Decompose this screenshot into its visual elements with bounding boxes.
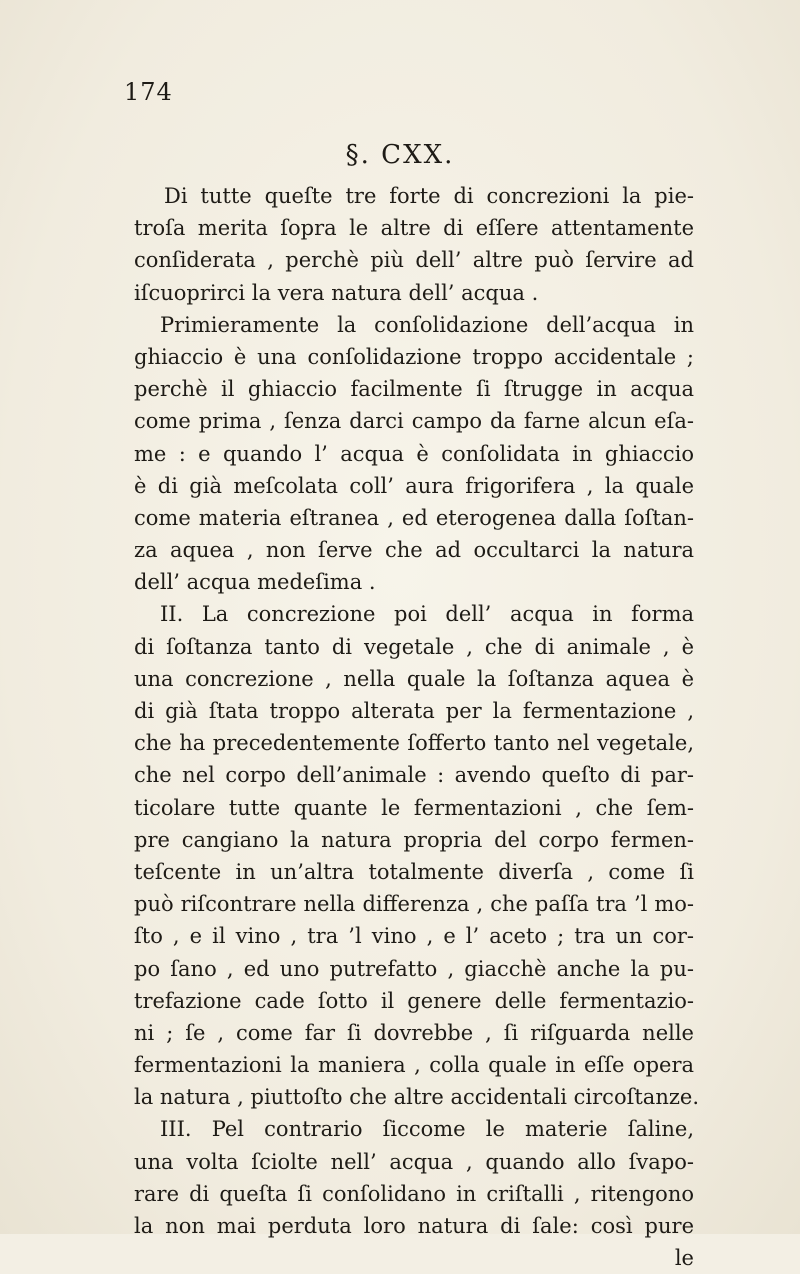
text-line: teſcente in un’altra totalmente diverſa , come ſi (134, 859, 694, 884)
text-line: può riſcontrare nella differenza , che paſſa tra ’l mo- (134, 892, 694, 917)
text-line: pre cangiano la natura propria del corpo fermen- (134, 827, 694, 852)
text-line: rare di queſta ſi conſolidano in criſtalli , ritengono (134, 1181, 694, 1206)
text-line: ſto , e il vino , tra ’l vino , e l’ aceto ; tra un cor- (134, 924, 694, 949)
text-line: III. Pel contrario ſiccome le materie ſaline, (160, 1117, 694, 1142)
text-line: Di tutte queſte tre forte di concrezioni la pie- (164, 184, 694, 208)
text-line: di già ſtata troppo alterata per la fermentazione , (134, 699, 694, 723)
text-line: fermentazioni la maniera , colla quale in eſſe opera (134, 1053, 694, 1078)
text-line: me : e quando l’ acqua è conſolidata in ghiaccio (134, 441, 694, 466)
text-line: è di già meſcolata coll’ aura frigorifera , la quale (134, 473, 694, 498)
text-line: come materia eſtranea , ed eterogenea dalla ſoſtan- (134, 505, 694, 530)
text-line: perchè il ghiaccio facilmente ſi ſtrugge in acqua (134, 377, 694, 402)
text-line: troſa merita ſopra le altre di eſſere attentamente (134, 216, 694, 241)
text-line: ghiaccio è una conſolidazione troppo accidentale ; (134, 344, 694, 369)
text-line: conſiderata , perchè più dell’ altre può ſervire ad (134, 248, 694, 273)
text-line: di ſoſtanza tanto di vegetale , che di animale , è (134, 634, 694, 659)
text-line: una concrezione , nella quale la ſoſtanza aquea è (134, 666, 694, 691)
text-line: iſcuoprirci la vera natura dell’ acqua . (134, 280, 539, 305)
text-line: una volta ſciolte nell’ acqua , quando allo ſvapo- (134, 1149, 694, 1174)
text-line: che ha precedentemente ſofferto tanto nel vegetale, (134, 731, 694, 756)
section-heading: §. CXX. (345, 140, 455, 170)
text-line: che nel corpo dell’animale : avendo queſto di par- (134, 763, 694, 788)
body-text (134, 180, 700, 1274)
text-line: trefazione cade ſotto il genere delle fermentazio- (134, 988, 694, 1013)
text-line: dell’ acqua medeſima . (134, 570, 376, 595)
text-line: II. La concrezione poi dell’ acqua in forma (160, 602, 694, 627)
text-line: za aquea , non ſerve che ad occultarci la natura (134, 538, 694, 563)
page-number: 174 (124, 78, 173, 106)
text-line: ni ; ſe , come far ſi dovrebbe , ſi riſguarda nelle (134, 1020, 694, 1045)
text-line: ticolare tutte quante le fermentazioni , che ſem- (134, 795, 694, 820)
text-line: po ſano , ed uno putrefatto , giacchè anche la pu- (134, 956, 694, 981)
text-line: la natura , piuttoſto che altre accidentali circoſtanze. (134, 1085, 700, 1110)
text-line: la non mai perduta loro natura di ſale: così pure (134, 1214, 694, 1238)
catchword: le (674, 1246, 694, 1271)
text-line: Primieramente la conſolidazione dell’acqua in (160, 312, 694, 337)
text-line: come prima , ſenza darci campo da farne alcun eſa- (134, 409, 694, 434)
